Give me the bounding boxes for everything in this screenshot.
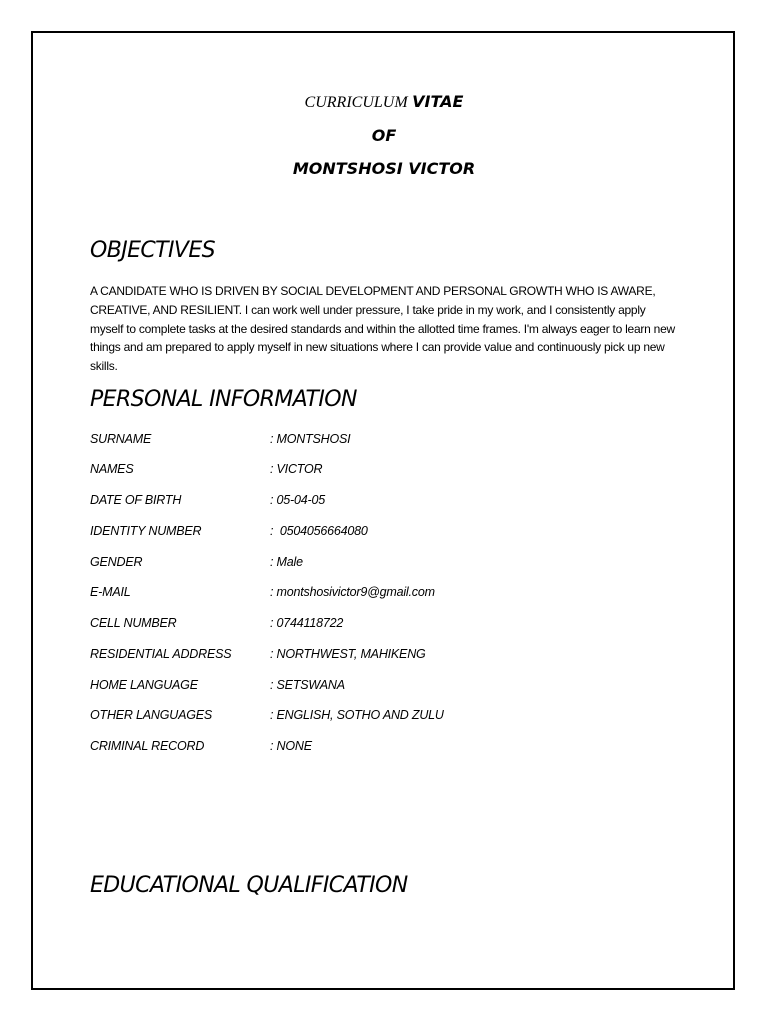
info-label: DATE OF BIRTH (90, 493, 182, 507)
info-label: E-MAIL (90, 585, 131, 599)
info-value: : Male (270, 555, 303, 569)
info-row-date-of-birth (90, 493, 690, 513)
info-label: CELL NUMBER (90, 616, 177, 630)
cv-candidate-name: MONTSHOSI VICTOR (292, 159, 476, 178)
info-value: : MONTSHOSI (270, 432, 351, 446)
cv-title-line-2: OF (371, 126, 397, 145)
objectives-paragraph: A CANDIDATE WHO IS DRIVEN BY SOCIAL DEVELOPMENT AND PERSONAL GROWTH WHO IS AWARE, CREATIVE, AND RESILIENT. I can work well under pressure, I take pride in my work, and I consistently apply myself to complete tasks at the desired standards and within the allotted time frames. I'm always eager to learn new things and am prepared to apply myself in new situations where I can provide value and continuously pick up new skills. (90, 284, 675, 374)
info-value: : 0504056664080 (270, 524, 368, 538)
info-label: NAMES (90, 462, 134, 476)
info-row-cell-number (90, 616, 690, 636)
info-label: GENDER (90, 555, 143, 569)
cv-title-vitae: VITAE (412, 92, 464, 111)
info-label: SURNAME (90, 432, 152, 446)
info-value: : NORTHWEST, MAHIKENG (270, 647, 426, 661)
info-row-surname (90, 432, 690, 452)
info-row-gender (90, 555, 690, 575)
info-row-criminal-record (90, 739, 690, 759)
educational-qualification-heading: EDUCATIONAL QUALIFICATION (90, 873, 408, 898)
info-value: : 0744118722 (270, 616, 344, 630)
cv-title-line-1 (0, 92, 768, 112)
info-row-names (90, 462, 690, 482)
info-label: OTHER LANGUAGES (90, 708, 213, 722)
personal-information-heading: PERSONAL INFORMATION (90, 387, 357, 412)
info-label: IDENTITY NUMBER (90, 524, 202, 538)
info-row-residential-address (90, 647, 690, 667)
info-row-other-languages (90, 708, 690, 728)
info-value: : NONE (270, 739, 312, 753)
info-label: RESIDENTIAL ADDRESS (90, 647, 232, 661)
info-value: : ENGLISH, SOTHO AND ZULU (270, 708, 444, 722)
info-row-email (90, 585, 690, 605)
info-label: HOME LANGUAGE (90, 678, 198, 692)
info-value: : montshosivictor9@gmail.com (270, 585, 435, 599)
info-value: : 05-04-05 (270, 493, 325, 507)
info-value: : VICTOR (270, 462, 323, 476)
info-label: CRIMINAL RECORD (90, 739, 205, 753)
info-value: : SETSWANA (270, 678, 345, 692)
objectives-heading: OBJECTIVES (90, 238, 216, 263)
info-row-identity-number (90, 524, 690, 544)
info-row-home-language (90, 678, 690, 698)
cv-title-curriculum: CURRICULUM (304, 94, 408, 111)
